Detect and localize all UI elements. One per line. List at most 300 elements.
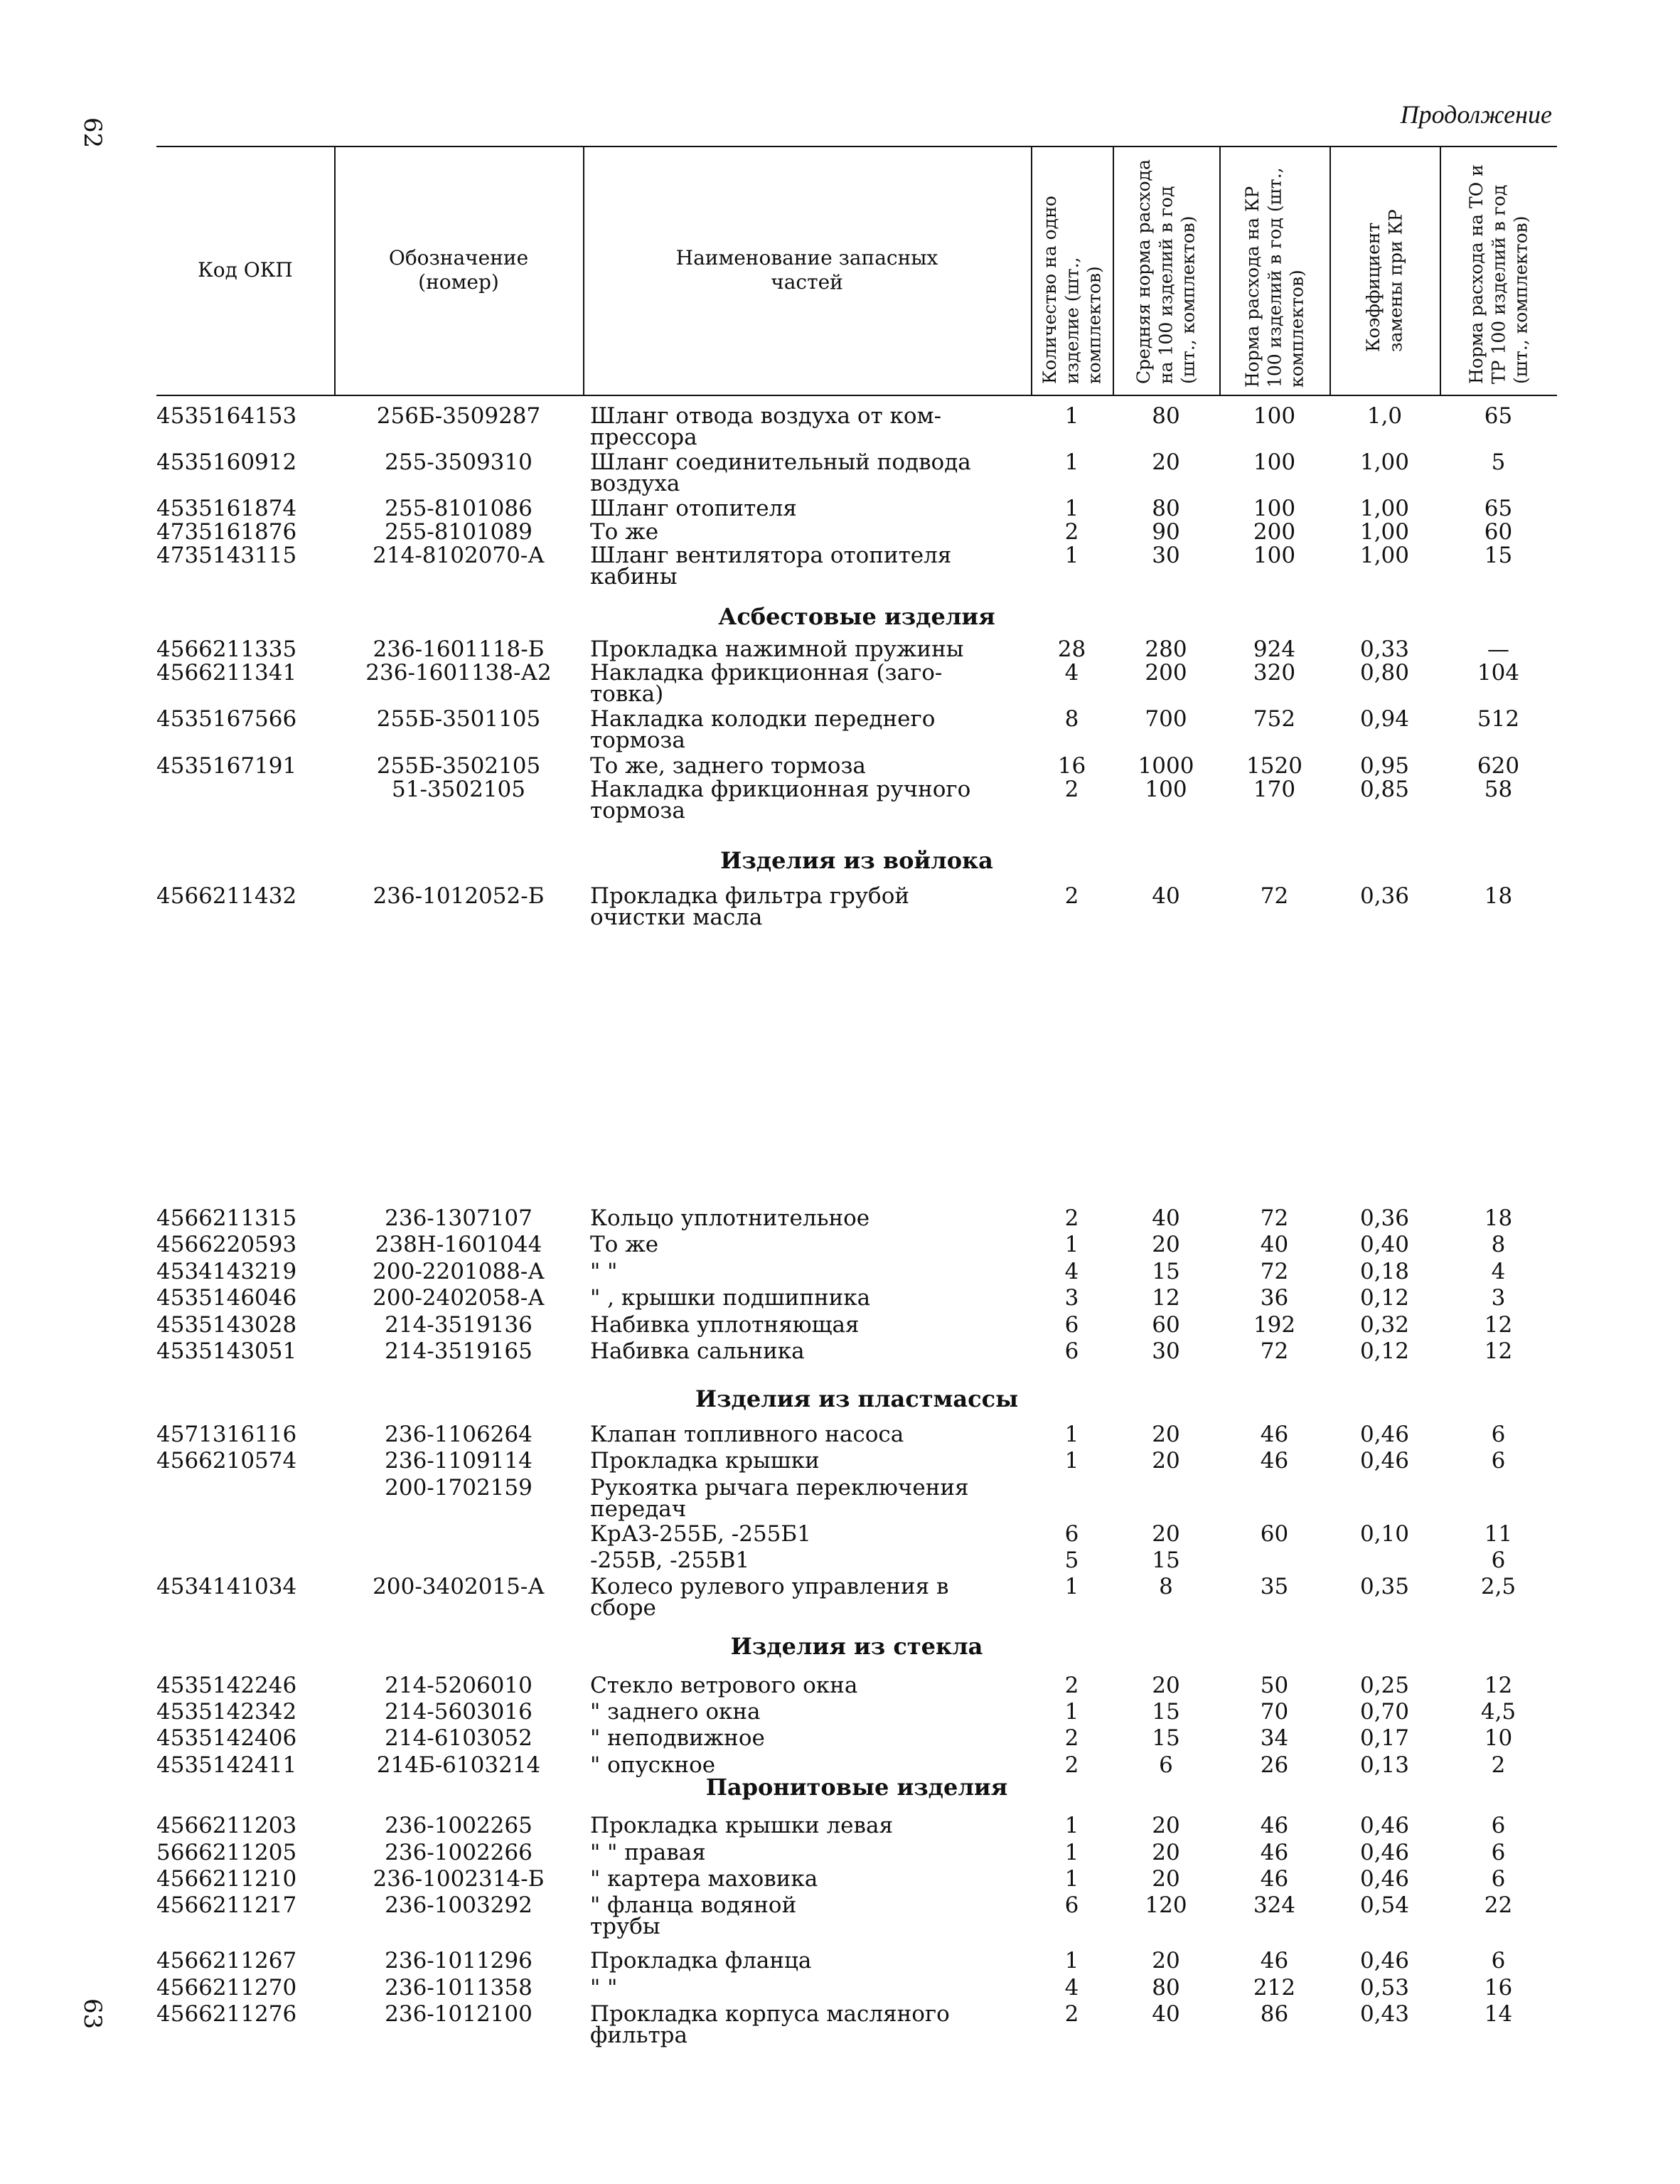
cell-code: 5666211205 <box>156 1840 297 1865</box>
cell-coef: 0,13 <box>1359 1752 1410 1778</box>
cell-code: 4535142411 <box>156 1752 297 1778</box>
cell-name: Накладка фрикционная ручного <box>590 777 971 802</box>
cell-code: 4566211217 <box>156 1892 297 1918</box>
cell-kr: 100 <box>1253 543 1296 568</box>
cell-kr: 1520 <box>1246 753 1302 779</box>
cell-name-continuation: прессора <box>590 425 697 450</box>
cell-code: 4566220593 <box>156 1232 297 1257</box>
cell-coef: 1,00 <box>1359 449 1410 475</box>
cell-avg: 15 <box>1152 1725 1180 1751</box>
table-row <box>156 1892 1557 1939</box>
cell-kr: 46 <box>1260 1866 1289 1892</box>
cell-name: Набивка уплотняющая <box>590 1312 860 1338</box>
cell-avg: 20 <box>1152 1422 1180 1447</box>
cell-code: 4535167566 <box>156 706 297 732</box>
cell-kr: 72 <box>1260 1259 1289 1284</box>
cell-qty: 6 <box>1064 1312 1079 1338</box>
cell-avg: 12 <box>1152 1285 1180 1311</box>
cell-totr: 5 <box>1491 449 1506 475</box>
cell-name-continuation: кабины <box>590 564 678 590</box>
cell-totr: 14 <box>1484 2001 1513 2027</box>
cell-coef: 0,46 <box>1359 1813 1410 1838</box>
cell-qty: 2 <box>1064 1205 1079 1231</box>
cell-coef: 0,46 <box>1359 1840 1410 1865</box>
cell-name: Прокладка фланца <box>590 1948 812 1973</box>
cell-code: 4566211341 <box>156 660 297 686</box>
cell-name-continuation: воздуха <box>590 471 680 496</box>
cell-kr: 200 <box>1253 519 1296 545</box>
cell-name: Клапан топливного насоса <box>590 1422 904 1447</box>
cell-name-continuation: трубы <box>590 1914 660 1939</box>
cell-qty: 1 <box>1064 1574 1079 1599</box>
cell-code: 4535161874 <box>156 496 297 521</box>
cell-qty: 1 <box>1064 1840 1079 1865</box>
cell-code: 4534143219 <box>156 1259 297 1284</box>
cell-code: 4735143115 <box>156 543 297 568</box>
cell-kr: 100 <box>1253 496 1296 521</box>
cell-name: " заднего окна <box>590 1699 761 1725</box>
cell-totr: 512 <box>1477 706 1520 732</box>
page-number-top: 62 <box>78 117 107 149</box>
cell-name: Накладка фрикционная (заго- <box>590 660 943 686</box>
cell-avg: 80 <box>1152 496 1180 521</box>
cell-name: КрАЗ-255Б, -255Б1 <box>590 1521 811 1547</box>
cell-code: 4566211267 <box>156 1948 297 1973</box>
cell-totr: 18 <box>1484 1205 1513 1231</box>
cell-name-continuation: очистки масла <box>590 905 763 930</box>
cell-avg: 280 <box>1145 636 1187 662</box>
cell-totr: 58 <box>1484 777 1513 802</box>
cell-designation: 236-1003292 <box>385 1892 533 1918</box>
cell-coef: 0,40 <box>1359 1232 1410 1257</box>
cell-code: 4735161876 <box>156 519 297 545</box>
cell-totr: 12 <box>1484 1312 1513 1338</box>
cell-qty: 1 <box>1064 1422 1079 1447</box>
cell-code: 4566211276 <box>156 2001 297 2027</box>
cell-code: 4535146046 <box>156 1285 297 1311</box>
cell-designation: 236-1601118-Б <box>373 636 545 662</box>
header-avg-rate: Средняя норма расхода на 100 изделий в год (шт., комплектов) <box>1133 159 1199 384</box>
cell-totr: 15 <box>1484 543 1513 568</box>
cell-name: Прокладка корпуса масляного <box>590 2001 950 2027</box>
cell-name: Прокладка нажимной пружины <box>590 636 964 662</box>
cell-name: Шланг отвода воздуха от ком- <box>590 403 942 429</box>
cell-qty: 2 <box>1064 777 1079 802</box>
cell-kr: 72 <box>1260 1338 1289 1364</box>
header-kr-rate: Норма расхода на КР 100 изделий в год (шт., комплектов) <box>1241 167 1307 388</box>
cell-designation: 255-3509310 <box>385 449 533 475</box>
cell-kr: 72 <box>1260 883 1289 909</box>
cell-totr: — <box>1487 636 1509 662</box>
table-row <box>156 1338 1557 1383</box>
cell-kr: 26 <box>1260 1752 1289 1778</box>
section-title: Изделия из стекла <box>730 1633 983 1660</box>
section-title: Паронитовые изделия <box>705 1774 1008 1801</box>
cell-totr: 104 <box>1477 660 1520 686</box>
cell-name: Шланг отопителя <box>590 496 797 521</box>
cell-avg: 15 <box>1152 1548 1180 1573</box>
cell-avg: 20 <box>1152 449 1180 475</box>
cell-designation: 214-3519136 <box>385 1312 533 1338</box>
cell-name: " " <box>590 1259 618 1284</box>
cell-totr: 18 <box>1484 883 1513 909</box>
continuation-label: Продолжение <box>1400 100 1552 129</box>
cell-avg: 20 <box>1152 1840 1180 1865</box>
cell-avg: 8 <box>1159 1574 1173 1599</box>
cell-coef: 0,35 <box>1359 1574 1410 1599</box>
cell-kr: 35 <box>1260 1574 1289 1599</box>
table-row <box>156 708 1557 751</box>
cell-totr: 6 <box>1491 1948 1506 1973</box>
cell-qty: 28 <box>1057 636 1086 662</box>
header-name: Наименование запасных частей <box>675 246 938 294</box>
cell-totr: 620 <box>1477 753 1520 779</box>
table-row <box>156 1477 1557 1520</box>
header-to-tr-rate: Норма расхода на ТО и ТР 100 изделий в год (шт., комплектов) <box>1465 164 1531 384</box>
cell-name: Рукоятка рычага переключения <box>590 1475 969 1501</box>
cell-qty: 3 <box>1064 1285 1079 1311</box>
cell-qty: 1 <box>1064 449 1079 475</box>
cell-avg: 20 <box>1152 1232 1180 1257</box>
cell-kr: 40 <box>1260 1232 1289 1257</box>
cell-code: 4566211315 <box>156 1205 297 1231</box>
cell-designation: 236-1011296 <box>385 1948 533 1973</box>
cell-code: 4535142406 <box>156 1725 297 1751</box>
header-code: Код ОКП <box>198 258 293 282</box>
spare-parts-table <box>156 146 1557 2123</box>
cell-avg: 40 <box>1152 883 1180 909</box>
table-row <box>156 777 1557 824</box>
cell-totr: 6 <box>1491 1866 1506 1892</box>
cell-qty: 6 <box>1064 1338 1079 1364</box>
cell-qty: 4 <box>1064 660 1079 686</box>
cell-totr: 12 <box>1484 1338 1513 1364</box>
cell-totr: 65 <box>1484 403 1513 429</box>
cell-name: Шланг вентилятора отопителя <box>590 543 952 568</box>
cell-code: 4535160912 <box>156 449 297 475</box>
cell-name-continuation: товка) <box>590 681 664 707</box>
cell-qty: 4 <box>1064 1975 1079 2001</box>
cell-coef: 1,00 <box>1359 496 1410 521</box>
cell-avg: 30 <box>1152 1338 1180 1364</box>
cell-qty: 1 <box>1064 1699 1079 1725</box>
cell-coef: 0,18 <box>1359 1259 1410 1284</box>
cell-totr: 6 <box>1491 1448 1506 1474</box>
table-row <box>156 662 1557 705</box>
cell-coef: 0,46 <box>1359 1948 1410 1973</box>
cell-coef: 0,12 <box>1359 1285 1410 1311</box>
cell-kr: 60 <box>1260 1521 1289 1547</box>
cell-designation: 51-3502105 <box>392 777 525 802</box>
cell-kr: 752 <box>1253 706 1296 732</box>
cell-coef: 0,70 <box>1359 1699 1410 1725</box>
cell-avg: 20 <box>1152 1866 1180 1892</box>
table-row <box>156 1576 1557 1619</box>
cell-coef: 0,25 <box>1359 1673 1410 1698</box>
cell-totr: 12 <box>1484 1673 1513 1698</box>
cell-avg: 90 <box>1152 519 1180 545</box>
cell-name: Прокладка крышки левая <box>590 1813 894 1838</box>
cell-name: " фланца водяной <box>590 1892 797 1918</box>
cell-kr: 46 <box>1260 1813 1289 1838</box>
cell-qty: 5 <box>1064 1548 1079 1573</box>
cell-code: 4571316116 <box>156 1422 297 1447</box>
cell-coef: 0,17 <box>1359 1725 1410 1751</box>
cell-name: " картера маховика <box>590 1866 818 1892</box>
header-qty: Количество на одно изделие (шт., комплектов) <box>1039 196 1105 384</box>
cell-coef: 0,95 <box>1359 753 1410 779</box>
cell-qty: 2 <box>1064 1752 1079 1778</box>
table-row <box>156 449 1557 496</box>
cell-designation: 255-8101089 <box>385 519 533 545</box>
cell-code: 4535143051 <box>156 1338 297 1364</box>
cell-designation: 255-8101086 <box>385 496 533 521</box>
cell-qty: 1 <box>1064 1232 1079 1257</box>
cell-designation: 255Б-3501105 <box>376 706 541 732</box>
cell-coef: 0,43 <box>1359 2001 1410 2027</box>
cell-name: " , крышки подшипника <box>590 1285 871 1311</box>
cell-designation: 238Н-1601044 <box>375 1232 542 1257</box>
cell-avg: 700 <box>1145 706 1187 732</box>
section-title: Изделия из пластмассы <box>695 1385 1019 1412</box>
cell-designation: 236-1002266 <box>385 1840 533 1865</box>
cell-coef: 1,0 <box>1366 403 1403 429</box>
cell-coef: 0,32 <box>1359 1312 1410 1338</box>
cell-name: То же <box>590 1232 659 1257</box>
cell-kr: 46 <box>1260 1840 1289 1865</box>
cell-name: Набивка сальника <box>590 1338 805 1364</box>
cell-designation: 214-8102070-А <box>373 543 545 568</box>
cell-name-continuation: передач <box>590 1496 687 1522</box>
cell-name: " опускное <box>590 1752 716 1778</box>
header-designation: Обозначение (номер) <box>388 246 529 294</box>
cell-kr: 212 <box>1253 1975 1296 2001</box>
cell-kr: 46 <box>1260 1448 1289 1474</box>
cell-coef: 0,36 <box>1359 1205 1410 1231</box>
cell-designation: 236-1002314-Б <box>373 1866 545 1892</box>
page-number-bottom: 63 <box>78 1998 107 2030</box>
cell-name: " неподвижное <box>590 1725 765 1751</box>
cell-coef: 0,53 <box>1359 1975 1410 2001</box>
cell-totr: 2,5 <box>1480 1574 1516 1599</box>
cell-name-continuation: тормоза <box>590 728 685 753</box>
cell-name-continuation: сборе <box>590 1595 656 1621</box>
cell-qty: 1 <box>1064 1448 1079 1474</box>
cell-name: Прокладка фильтра грубой <box>590 883 910 909</box>
cell-code: 4535167191 <box>156 753 297 779</box>
cell-kr: 192 <box>1253 1312 1296 1338</box>
cell-designation: 236-1601138-А2 <box>365 660 552 686</box>
cell-totr: 4 <box>1491 1259 1506 1284</box>
cell-kr: 72 <box>1260 1205 1289 1231</box>
cell-kr: 100 <box>1253 403 1296 429</box>
cell-totr: 16 <box>1484 1975 1513 2001</box>
cell-designation: 236-1106264 <box>385 1422 533 1447</box>
cell-totr: 2 <box>1491 1752 1506 1778</box>
cell-avg: 120 <box>1145 1892 1187 1918</box>
cell-avg: 40 <box>1152 1205 1180 1231</box>
cell-avg: 20 <box>1152 1813 1180 1838</box>
cell-designation: 200-1702159 <box>385 1475 533 1501</box>
cell-totr: 60 <box>1484 519 1513 545</box>
cell-coef: 0,85 <box>1359 777 1410 802</box>
cell-name: Шланг соединительный подвода <box>590 449 971 475</box>
cell-qty: 1 <box>1064 496 1079 521</box>
cell-avg: 1000 <box>1138 753 1194 779</box>
cell-totr: 3 <box>1491 1285 1506 1311</box>
cell-qty: 6 <box>1064 1521 1079 1547</box>
cell-totr: 10 <box>1484 1725 1513 1751</box>
cell-designation: 255Б-3502105 <box>376 753 541 779</box>
cell-avg: 60 <box>1152 1312 1180 1338</box>
cell-designation: 236-1002265 <box>385 1813 533 1838</box>
cell-coef: 1,00 <box>1359 543 1410 568</box>
cell-designation: 236-1012052-Б <box>373 883 545 909</box>
table-row <box>156 543 1557 590</box>
cell-qty: 1 <box>1064 1866 1079 1892</box>
cell-qty: 6 <box>1064 1892 1079 1918</box>
cell-coef: 0,46 <box>1359 1866 1410 1892</box>
cell-kr: 924 <box>1253 636 1296 662</box>
cell-kr: 36 <box>1260 1285 1289 1311</box>
cell-kr: 70 <box>1260 1699 1289 1725</box>
cell-totr: 6 <box>1491 1840 1506 1865</box>
cell-code: 4566211203 <box>156 1813 297 1838</box>
cell-qty: 2 <box>1064 1673 1079 1698</box>
section-title: Асбестовые изделия <box>718 603 995 630</box>
cell-coef: 0,46 <box>1359 1422 1410 1447</box>
cell-avg: 40 <box>1152 2001 1180 2027</box>
cell-code: 4566211432 <box>156 883 297 909</box>
cell-qty: 2 <box>1064 883 1079 909</box>
cell-avg: 20 <box>1152 1673 1180 1698</box>
cell-name: Прокладка крышки <box>590 1448 820 1474</box>
cell-avg: 20 <box>1152 1521 1180 1547</box>
cell-code: 4566211210 <box>156 1866 297 1892</box>
cell-name-continuation: тормоза <box>590 798 685 824</box>
cell-avg: 30 <box>1152 543 1180 568</box>
cell-qty: 8 <box>1064 706 1079 732</box>
cell-name: " " <box>590 1975 618 2001</box>
cell-designation: 236-1012100 <box>385 2001 533 2027</box>
cell-code: 4566210574 <box>156 1448 297 1474</box>
cell-designation: 214-6103052 <box>385 1725 533 1751</box>
cell-totr: 6 <box>1491 1813 1506 1838</box>
cell-qty: 2 <box>1064 1725 1079 1751</box>
table-row <box>156 405 1557 448</box>
header-coefficient: Коэффициент замены при КР <box>1363 209 1406 352</box>
cell-qty: 1 <box>1064 1948 1079 1973</box>
cell-name: -255В, -255В1 <box>590 1548 750 1573</box>
cell-coef: 1,00 <box>1359 519 1410 545</box>
cell-qty: 1 <box>1064 543 1079 568</box>
cell-totr: 11 <box>1484 1521 1513 1547</box>
cell-coef: 0,54 <box>1359 1892 1410 1918</box>
cell-avg: 20 <box>1152 1948 1180 1973</box>
cell-qty: 1 <box>1064 1813 1079 1838</box>
cell-name: Кольцо уплотнительное <box>590 1205 870 1231</box>
cell-code: 4566211335 <box>156 636 297 662</box>
cell-name: То же <box>590 519 659 545</box>
cell-kr: 86 <box>1260 2001 1289 2027</box>
cell-avg: 20 <box>1152 1448 1180 1474</box>
section-title: Изделия из войлока <box>720 847 993 874</box>
cell-coef: 0,33 <box>1359 636 1410 662</box>
cell-totr: 6 <box>1491 1422 1506 1447</box>
cell-avg: 6 <box>1159 1752 1173 1778</box>
cell-totr: 65 <box>1484 496 1513 521</box>
cell-designation: 256Б-3509287 <box>376 403 541 429</box>
cell-qty: 2 <box>1064 519 1079 545</box>
cell-designation: 214-5603016 <box>385 1699 533 1725</box>
cell-code: 4535142342 <box>156 1699 297 1725</box>
cell-designation: 214Б-6103214 <box>376 1752 541 1778</box>
cell-name: Накладка колодки переднего <box>590 706 936 732</box>
cell-kr: 50 <box>1260 1673 1289 1698</box>
cell-kr: 100 <box>1253 449 1296 475</box>
cell-coef: 0,94 <box>1359 706 1410 732</box>
cell-kr: 170 <box>1253 777 1296 802</box>
cell-coef: 0,36 <box>1359 883 1410 909</box>
cell-kr: 34 <box>1260 1725 1289 1751</box>
cell-coef: 0,12 <box>1359 1338 1410 1364</box>
cell-kr: 46 <box>1260 1948 1289 1973</box>
cell-designation: 236-1109114 <box>385 1448 533 1474</box>
cell-qty: 4 <box>1064 1259 1079 1284</box>
header-bottom-rule <box>156 395 1557 396</box>
cell-qty: 2 <box>1064 2001 1079 2027</box>
cell-designation: 200-2402058-А <box>373 1285 545 1311</box>
cell-name: Стекло ветрового окна <box>590 1673 858 1698</box>
table-row <box>156 885 1557 928</box>
cell-totr: 6 <box>1491 1548 1506 1573</box>
cell-qty: 16 <box>1057 753 1086 779</box>
cell-qty: 1 <box>1064 403 1079 429</box>
cell-designation: 236-1307107 <box>385 1205 533 1231</box>
cell-avg: 100 <box>1145 777 1187 802</box>
cell-code: 4566211270 <box>156 1975 297 2001</box>
cell-coef: 0,80 <box>1359 660 1410 686</box>
cell-code: 4535142246 <box>156 1673 297 1698</box>
cell-designation: 214-3519165 <box>385 1338 533 1364</box>
cell-code: 4535143028 <box>156 1312 297 1338</box>
table-row <box>156 2003 1557 2046</box>
cell-avg: 80 <box>1152 403 1180 429</box>
cell-avg: 15 <box>1152 1699 1180 1725</box>
cell-avg: 200 <box>1145 660 1187 686</box>
cell-designation: 214-5206010 <box>385 1673 533 1698</box>
cell-name-continuation: фильтра <box>590 2023 687 2048</box>
cell-coef: 0,46 <box>1359 1448 1410 1474</box>
cell-name: То же, заднего тормоза <box>590 753 866 779</box>
cell-name: Колесо рулевого управления в <box>590 1574 949 1599</box>
cell-designation: 236-1011358 <box>385 1975 533 2001</box>
cell-kr: 46 <box>1260 1422 1289 1447</box>
cell-name: " " правая <box>590 1840 706 1865</box>
cell-code: 4535164153 <box>156 403 297 429</box>
cell-totr: 8 <box>1491 1232 1506 1257</box>
cell-kr: 324 <box>1253 1892 1296 1918</box>
cell-code: 4534141034 <box>156 1574 297 1599</box>
cell-totr: 4,5 <box>1480 1699 1516 1725</box>
cell-coef: 0,10 <box>1359 1521 1410 1547</box>
cell-totr: 22 <box>1484 1892 1513 1918</box>
cell-avg: 15 <box>1152 1259 1180 1284</box>
cell-kr: 320 <box>1253 660 1296 686</box>
cell-avg: 80 <box>1152 1975 1180 2001</box>
cell-designation: 200-3402015-А <box>373 1574 545 1599</box>
cell-designation: 200-2201088-А <box>373 1259 545 1284</box>
